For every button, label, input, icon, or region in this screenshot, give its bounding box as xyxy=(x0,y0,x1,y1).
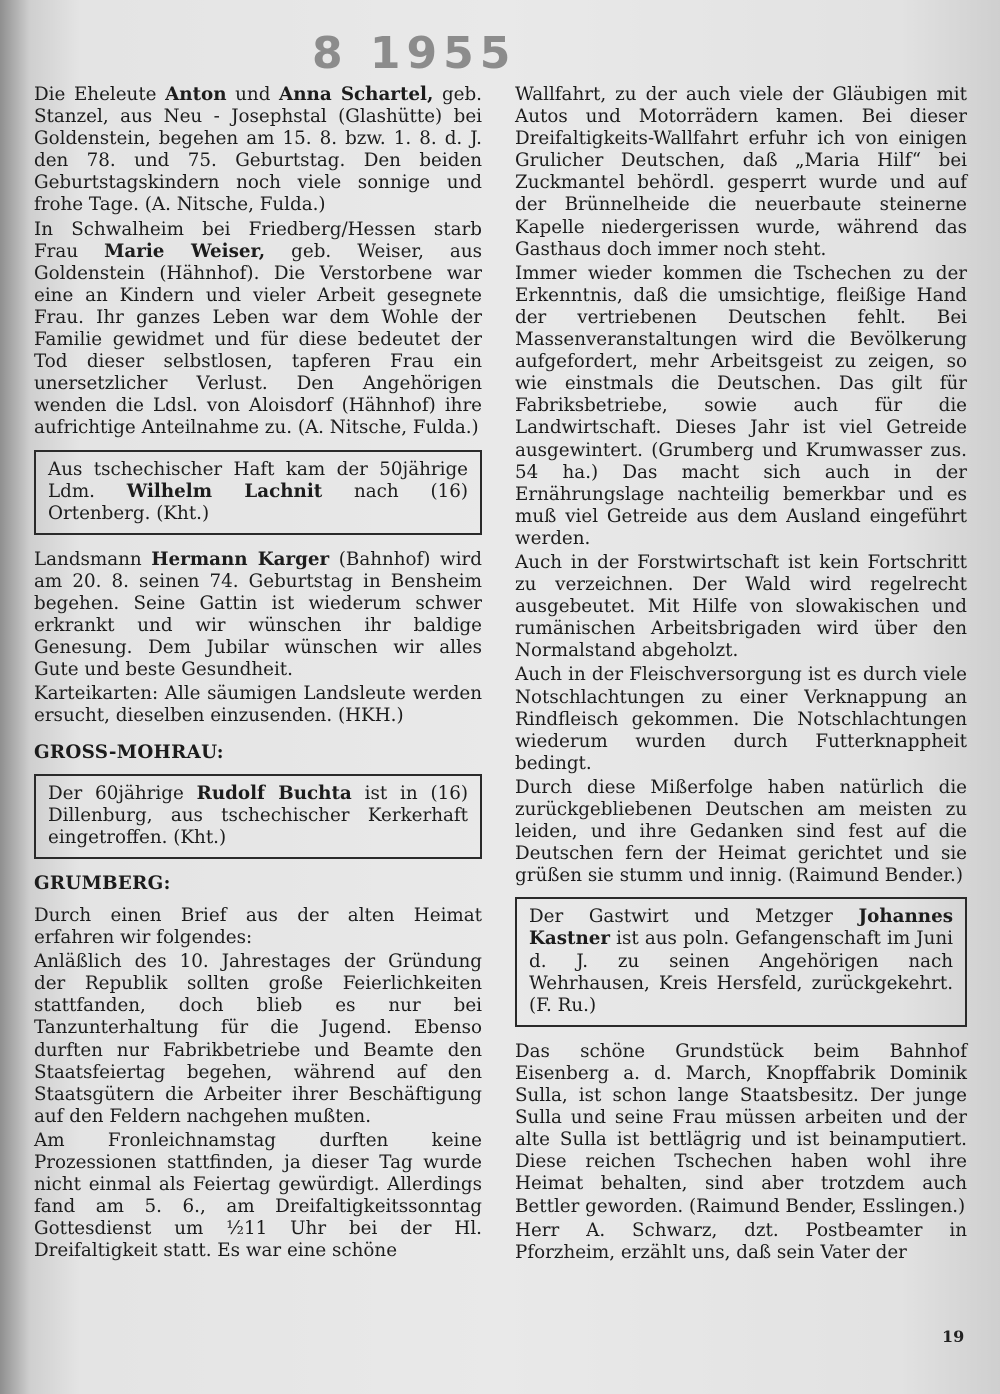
article-schwarz: Herr A. Schwarz, dzt. Postbeamter in Pforzheim, erzählt uns, daß sein Vater der xyxy=(515,1219,967,1263)
article-karger: Landsmann Hermann Karger (Bahnhof) wird am 20. 8. seinen 74. Geburtstag in Bensheim begehen. Seine Gattin ist wiederum schwer erkrankt und wir wünschen ihr baldige Genesung. Dem Jubilar wünschen wir alles Gute und beste Gesundheit. xyxy=(34,548,482,681)
article-wallfahrt: Wallfahrt, zu der auch viele der Gläubigen mit Autos und Motorrädern kamen. Bei dieser Dreifaltigkeits-Wallfahrt erfuhr ich von einigen Grulicher Deutschen, daß „Maria Hilf“ bei Zuckmantel behördl. gesperrt wurde und auf der Brünnelheide die neuerbaute steinerne Kapelle niedergerissen wurde, während das Gasthaus doch immer noch steht. xyxy=(515,84,967,260)
article-misserfolge: Durch diese Mißerfolge haben natürlich die zurückgebliebenen Deutschen am meisten zu leiden, und ihre Gedanken sind fest auf die Deutschen fern der Heimat gerichtet und sie grüßen sie stumm und innig. (Raimund Bender.) xyxy=(515,776,967,887)
section-heading-grumberg: GRUMBERG: xyxy=(34,872,171,894)
boxed-notice-lachnit: Aus tschechischer Haft kam der 50jährige Ldm. Wilhelm Lachnit nach (16) Ortenberg. (Kht.) xyxy=(34,450,482,535)
article-fleischversorgung: Auch in der Fleischversorgung ist es durch viele Notschlachtungen zu einer Verknappung an Rindfleisch gekommen. Die Notschlachtungen wiederum wurden durch Futterknappheit bedingt. xyxy=(515,664,967,774)
boxed-notice-kastner: Der Gastwirt und Metzger Johannes Kastner ist aus poln. Gefangenschaft im Juni d. J. zu seinen Angehörigen nach Wehrhausen, Kreis Hersfeld, zurückgekehrt. (F. Ru.) xyxy=(515,897,967,1026)
article-weiser: In Schwalheim bei Friedberg/Hessen starb Frau Marie Weiser, geb. Weiser, aus Goldenstein (Hähnhof). Die Verstorbene war eine an Kindern und vieler Arbeit gesegnete Frau. Ihr ganzes Leben war dem Wohle der Familie gewidmet und für diese bedeutet der Tod dieser selbstlosen, tapferen Frau ein unersetzlicher Verlust. Den Angehörigen wenden die Ldsl. von Aloisdorf (Hähnhof) ihre aufrichtige Anteilnahme zu. (A. Nitsche, Fulda.) xyxy=(34,218,482,439)
article-karteikarten: Karteikarten: Alle säumigen Landsleute werden ersucht, dieselben einzusenden. (HKH.) xyxy=(34,683,482,727)
article-forstwirtschaft: Auch in der Forstwirtschaft ist kein Fortschritt zu verzeichnen. Der Wald wird regelrecht ausgebeutet. Mit Hilfe von slowakischen und rumänischen Arbeitsbrigaden wird über den Normalstand abgeholzt. xyxy=(515,551,967,662)
article-erkenntnis: Immer wieder kommen die Tschechen zu der Erkenntnis, daß die umsichtige, fleißige Hand der vertriebenen Deutschen fehlt. Bei Massenveranstaltungen wird die Bevölkerung aufgefordert, mehr Arbeitsgeist zu zeigen, so wie einstmals die Deutschen. Das gilt für Fabriksbetriebe, sowie auch für die Landwirtschaft. Dieses Jahr ist viel Getreide ausgewintert. (Grumberg und Krumwasser zus. 54 ha.) Das macht sich auch in der Ernährungslage nachteilig bemerkbar und es muß viel Getreide aus dem Ausland eingeführt werden. xyxy=(515,262,967,549)
page-number: 19 xyxy=(942,1327,965,1346)
section-heading-gross-mohrau: GROSS-MOHRAU: xyxy=(34,741,224,763)
article-jahrestag: Anläßlich des 10. Jahrestages der Gründung der Republik sollten große Feierlichkeiten stattfanden, doch blieb es nur bei Tanzunterhaltung für die Jugend. Ebenso durften nur Fabrikbetriebe und Beamte den Staatsfeiertag begehen, während auf den Staatsgütern die Arbeiter ihrer Beschäftigung auf den Feldern nachgehen mußten. xyxy=(34,951,482,1127)
article-fronleichnam: Am Fronleichnamstag durften keine Prozessionen stattfinden, ja dieser Tag wurde nicht einmal als Feiertag gewürdigt. Allerdings fand am 5. 6., am Dreifaltigkeitssonntag Gottesdienst um ½11 Uhr bei der Hl. Dreifaltigkeit statt. Es war eine schöne xyxy=(34,1129,482,1262)
article-brief-intro: Durch einen Brief aus der alten Heimat erfahren wir folgendes: xyxy=(34,905,482,949)
article-sulla: Das schöne Grundstück beim Bahnhof Eisenberg a. d. March, Knopffabrik Dominik Sulla, ist schon lange Staatsbesitz. Der junge Sulla und seine Frau müssen arbeiten und der alte Sulla ist bettlägrig und ist beinamputiert. Diese reichen Tschechen haben wohl ihre Heimat behalten, sind aber trotzdem auch Bettler geworden. (Raimund Bender, Esslingen.) xyxy=(515,1040,967,1217)
left-column xyxy=(34,84,482,1265)
article-schartel: Die Eheleute Anton und Anna Schartel, geb. Stanzel, aus Neu - Josephstal (Glashütte) bei Goldenstein, begehen am 15. 8. bzw. 1. 8. d. J. den 78. und 75. Geburtstag. Den beiden Geburtstagskindern noch viele sonnige und frohe Tage. (A. Nitsche, Fulda.) xyxy=(34,84,482,216)
date-stamp: 8 1955 xyxy=(312,28,517,79)
boxed-notice-buchta: Der 60jährige Rudolf Buchta ist in (16) Dillenburg, aus tschechischer Kerkerhaft eingetroffen. (Kht.) xyxy=(34,774,482,859)
right-column xyxy=(515,84,967,1266)
